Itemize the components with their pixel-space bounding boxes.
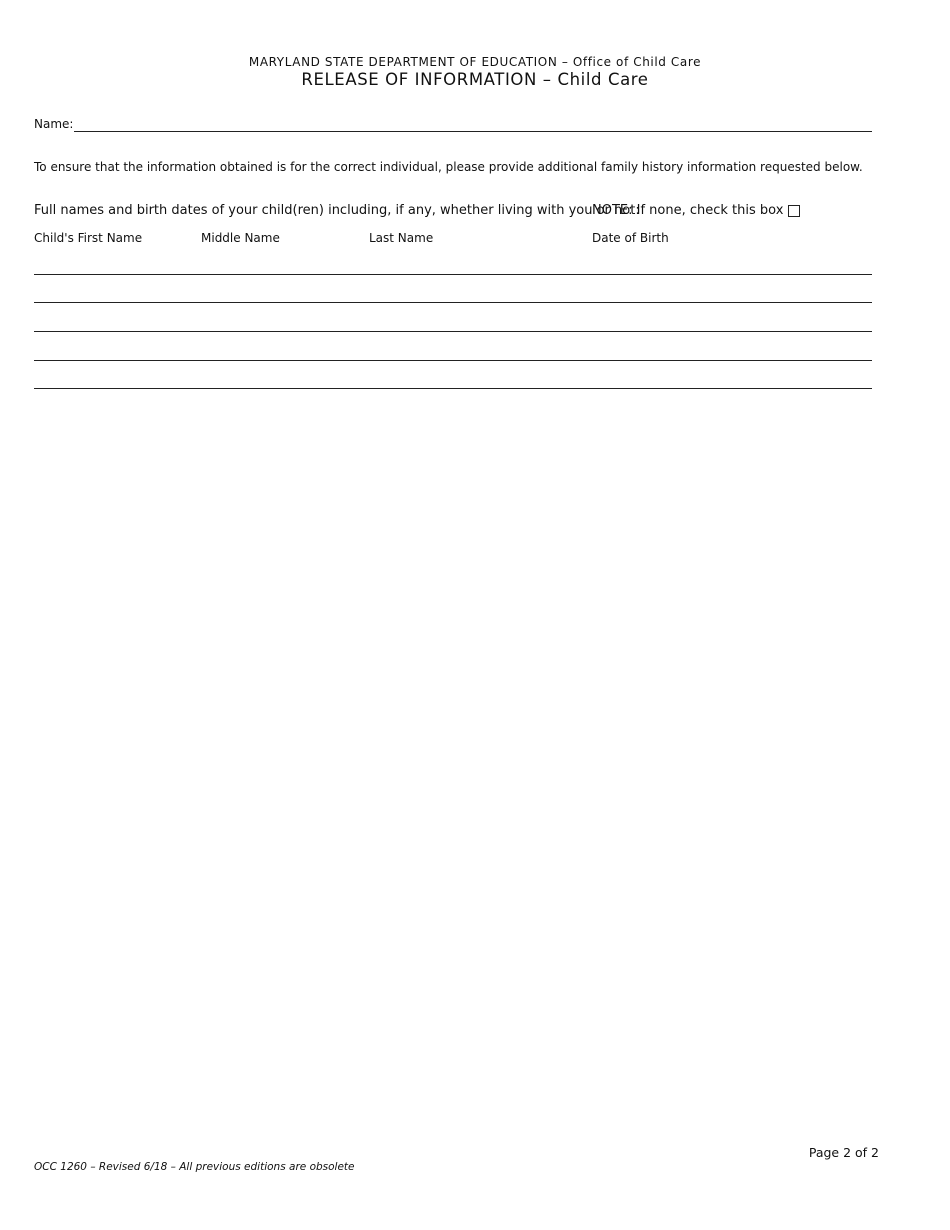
none-note: [592, 202, 800, 219]
child-entry-line-3[interactable]: [34, 331, 872, 332]
child-entry-line-2[interactable]: [34, 302, 872, 303]
name-label: Name:: [34, 117, 74, 131]
none-note-text: NOTE: If none, check this box: [592, 203, 784, 218]
none-checkbox[interactable]: [788, 205, 800, 217]
form-id: OCC 1260 – Revised 6/18 – All previous editions are obsolete: [34, 1161, 355, 1173]
child-entry-line-5[interactable]: [34, 388, 872, 389]
department-name: MARYLAND STATE DEPARTMENT OF EDUCATION – Office of Child Care: [248, 55, 702, 69]
form-title: RELEASE OF INFORMATION – Child Care: [301, 70, 649, 89]
form-header: [0, 55, 950, 90]
instruction-text: To ensure that the information obtained is for the correct individual, please provide additional family history information requested below.: [34, 160, 863, 174]
child-entry-line-1[interactable]: [34, 274, 872, 275]
column-header-first-name: Child's First Name: [34, 231, 143, 245]
column-header-middle-name: Middle Name: [201, 231, 280, 245]
page-number: Page 2 of 2: [808, 1145, 879, 1160]
children-prompt: Full names and birth dates of your child(ren) including, if any, whether living with you or not:: [34, 203, 640, 218]
name-input-line[interactable]: [74, 117, 872, 132]
name-row: [34, 117, 872, 132]
child-entry-line-4[interactable]: [34, 360, 872, 361]
column-header-last-name: Last Name: [369, 231, 434, 245]
column-header-date-of-birth: Date of Birth: [592, 231, 669, 245]
